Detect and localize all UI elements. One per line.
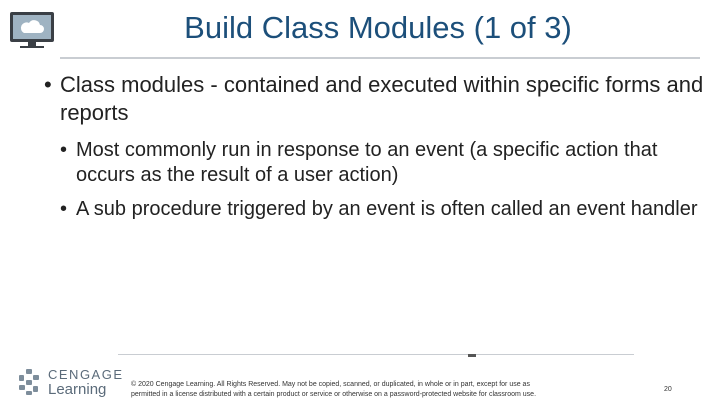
logo-line-learning: Learning	[48, 381, 107, 398]
logo-line-cengage: CENGAGE	[48, 367, 124, 382]
slide-title: Build Class Modules (1 of 3)	[184, 10, 572, 45]
footer-mark	[468, 354, 476, 357]
copyright-line: © 2020 Cengage Learning. All Rights Reserved. May not be copied, scanned, or duplicated, in whole or in part, except for use as	[131, 381, 530, 388]
footer-divider	[118, 354, 634, 355]
logo-wordmark	[48, 367, 124, 397]
bullet-text: Class modules - contained and executed within specific forms and reports	[60, 72, 704, 125]
bullet-glyph: •	[60, 139, 68, 161]
bullet-list	[44, 71, 704, 231]
cengage-logo-icon	[16, 367, 46, 397]
cloud-monitor-icon	[8, 10, 56, 50]
bullet-glyph: •	[60, 198, 68, 220]
bullet-glyph: •	[44, 72, 52, 97]
bullet-item	[44, 71, 704, 127]
bullet-text: A sub procedure triggered by an event is often called an event handler	[76, 198, 698, 220]
copyright-line: permitted in a license distributed with a certain product or service or otherwise on a password-protected website for classroom use.	[131, 391, 537, 398]
slide-number: 20	[664, 386, 672, 393]
title-divider	[60, 57, 700, 59]
copyright-notice	[131, 380, 631, 400]
bullet-text: Most commonly run in response to an event (a specific action that occurs as the result of a user action)	[76, 139, 658, 186]
sub-bullet-item	[60, 138, 704, 188]
cengage-logo	[16, 364, 136, 400]
sub-bullet-item	[60, 197, 704, 222]
